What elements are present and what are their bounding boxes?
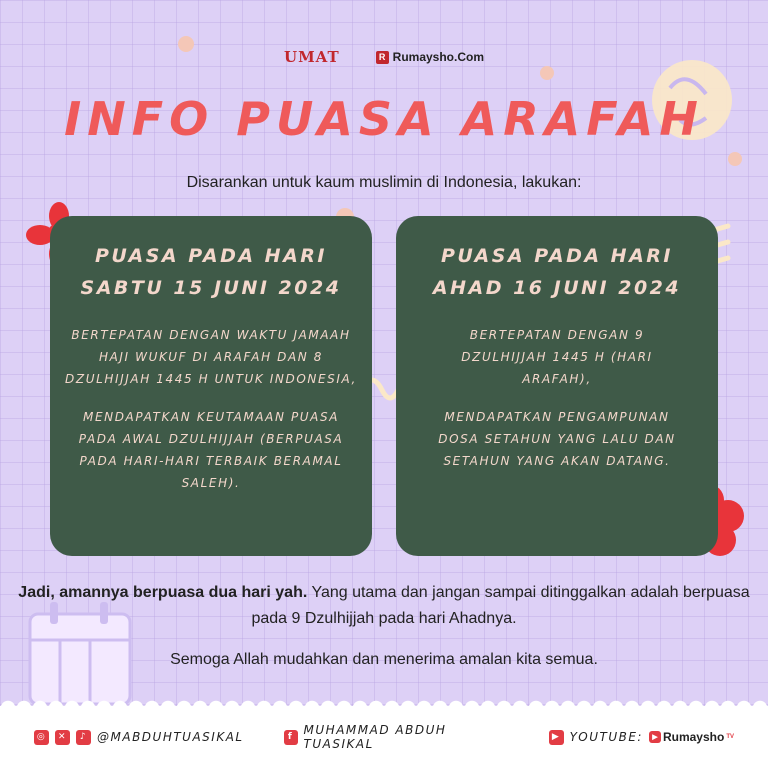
conclusion-rest: Yang utama dan jangan sampai ditinggalkan adalah berpuasa pada 9 Dzulhijjah pada hari Ahadnya. (251, 584, 750, 627)
card-title-line1: PUASA PADA HARI (441, 245, 673, 267)
rumaysho-r-icon: R (376, 51, 389, 64)
conclusion-bold: Jadi, amannya berpuasa dua hari yah. (18, 584, 308, 601)
facebook-group (284, 723, 507, 751)
card-title-line2: AHAD 16 JUNI 2024 (432, 277, 682, 299)
social-handle-group (34, 730, 244, 745)
closing-prayer: Semoga Allah mudahkan dan menerima amalan kita semua. (170, 651, 598, 668)
card-saturday (50, 216, 372, 556)
social-footer (0, 706, 768, 768)
youtube-channel[interactable]: ▶ Rumaysho TV (649, 730, 734, 744)
page-title: INFO PUASA ARAFAH (64, 92, 704, 146)
card-title-line1: PUASA PADA HARI (95, 245, 327, 267)
dot-decoration (540, 66, 554, 80)
card-paragraph: BERTEPATAN DENGAN 9 DZULHIJJAH 1445 H (HARI ARAFAH), (461, 328, 653, 386)
x-twitter-icon[interactable]: ✕ (55, 730, 70, 745)
card-paragraph: MENDAPATKAN KEUTAMAAN PUASA PADA AWAL DZULHIJJAH (BERPUASA PADA HARI-HARI TERBAIK BERAMAL SALEH). (78, 410, 344, 490)
tiktok-icon[interactable]: ♪ (76, 730, 91, 745)
play-icon: ▶ (649, 731, 661, 743)
conclusion-text (0, 580, 768, 632)
youtube-group (549, 730, 734, 745)
youtube-icon[interactable]: ▶ (549, 730, 564, 745)
rumaysho-logo: R Rumaysho.Com (376, 50, 484, 64)
instagram-icon[interactable]: ◎ (34, 730, 49, 745)
card-sunday (396, 216, 718, 556)
page-subtitle: Disarankan untuk kaum muslimin di Indonesia, lakukan: (186, 174, 582, 191)
youtube-label: YOUTUBE: (569, 730, 643, 744)
umat-logo: UMAT (283, 48, 340, 66)
social-handle[interactable]: @MABDUHTUASIKAL (97, 730, 244, 744)
card-title-line2: SABTU 15 JUNI 2024 (80, 277, 342, 299)
dot-decoration (728, 152, 742, 166)
header-logos (0, 48, 768, 66)
card-paragraph: MENDAPATKAN PENGAMPUNAN DOSA SETAHUN YANG LALU DAN SETAHUN YANG AKAN DATANG. (438, 410, 676, 468)
facebook-icon[interactable]: f (284, 730, 298, 745)
card-paragraph: BERTEPATAN DENGAN WAKTU JAMAAH HAJI WUKUF DI ARAFAH DAN 8 DZULHIJJAH 1445 H UNTUK INDONESIA, (65, 328, 357, 386)
facebook-name[interactable]: MUHAMMAD ABDUH TUASIKAL (303, 723, 447, 751)
